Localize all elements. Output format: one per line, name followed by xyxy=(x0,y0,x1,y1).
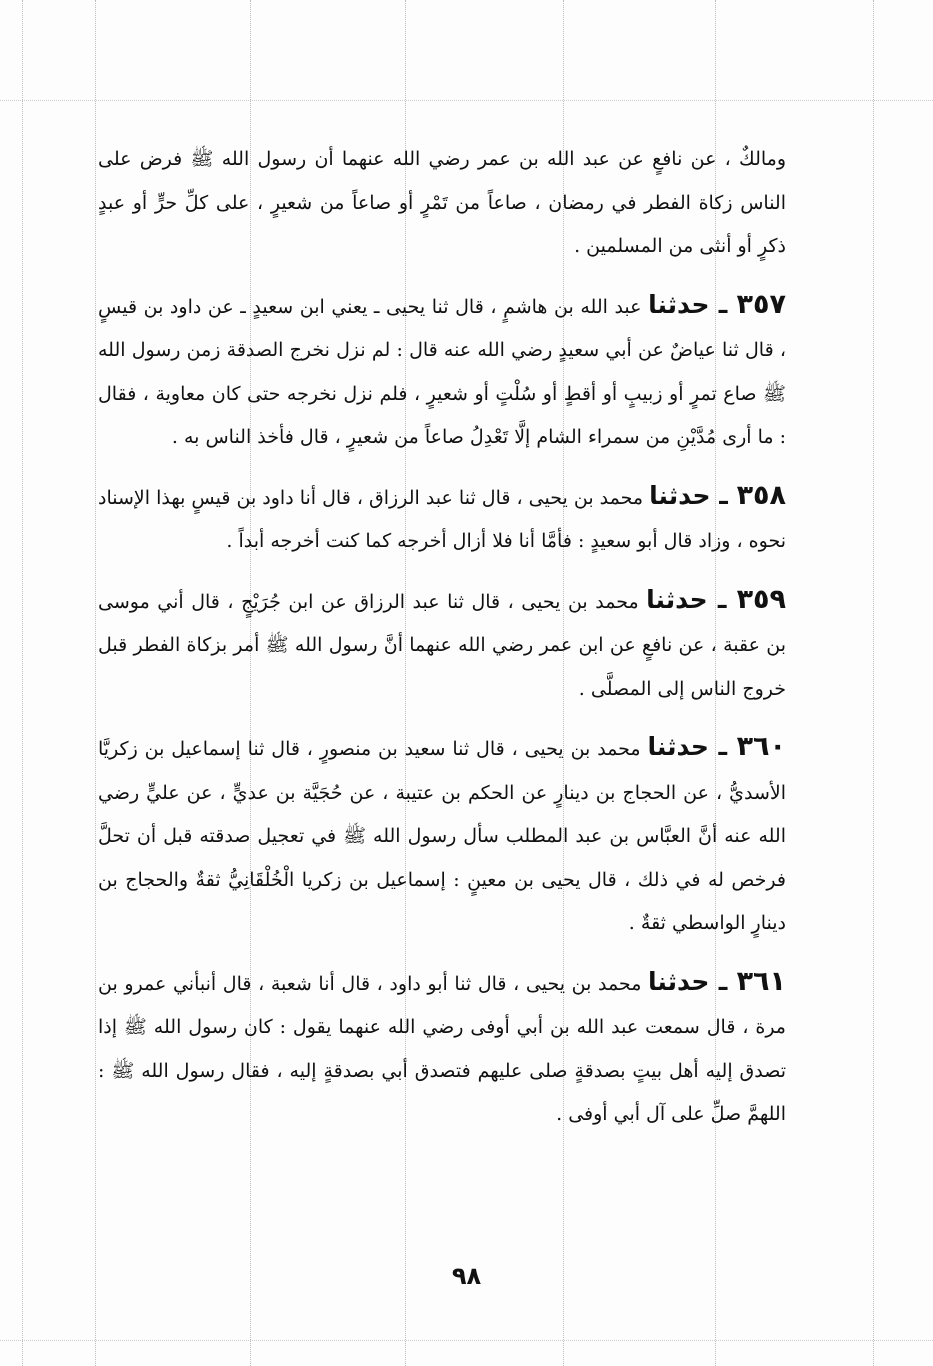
hadith-heading: حدثنا xyxy=(648,966,710,996)
scan-guide-line xyxy=(95,0,96,1366)
hadith-number: ٣٥٩ xyxy=(736,583,787,615)
page-number: ٩٨ xyxy=(451,1262,482,1290)
hadith-360: ٣٦٠ ـ حدثنا محمد بن يحيى ، قال ثنا سعيد بن منصورٍ ، قال ثنا إسماعيل بن زكريَّا الأسديُّ ، عن الحجاج بن دينارٍ عن الحكم بن عتيبة ، عن حُجَيَّة بن عديٍّ ، عن عليٍّ رضي الله عنه أنَّ العبَّاس بن عبد المطلب سأل رسول الله ﷺ في تعجيل صدقته قبل أن تحلَّ فرخص له في ذلك ، قال يحيى بن معينٍ : إسماعيل بن زكريا الْخُلْقَانِيُّ ثقةٌ والحجاج بن دينارٍ الواسطي ثقةٌ . xyxy=(98,731,787,934)
scan-guide-line xyxy=(0,1340,933,1341)
paragraph-text: ومالكٌ ، عن نافعٍ عن عبد الله بن عمر رضي الله عنهما أن رسول الله ﷺ فرض على الناس زكاة الفطر في رمضان ، صاعاً من تَمْرٍ أو صاعاً من شعيرٍ ، على كلِّ حرٍّ أو عبدٍ ذكرٍ أو أنثى من المسلمين . xyxy=(98,148,786,257)
paragraph-text: محمد بن يحيى ، قال ثنا سعيد بن منصورٍ ، قال ثنا إسماعيل بن زكريَّا الأسديُّ ، عن الحجاج بن دينارٍ عن الحكم بن عتيبة ، عن حُجَيَّة بن عديٍّ ، عن عليٍّ رضي الله عنه أنَّ العبَّاس بن عبد المطلب سأل رسول الله ﷺ في تعجيل صدقته قبل أن تحلَّ فرخص له في ذلك ، قال يحيى بن معينٍ : إسماعيل بن زكريا الْخُلْقَانِيُّ ثقةٌ والحجاج بن دينارٍ الواسطي ثقةٌ . xyxy=(98,738,786,934)
scan-guide-line xyxy=(22,0,23,1366)
paragraph-text: محمد بن يحيى ، قال ثنا عبد الرزاق عن ابن جُرَيْجٍ ، قال أني موسى بن عقبة ، عن نافعٍ عن ابن عمر رضي الله عنهما أنَّ رسول الله ﷺ أمر بزكاة الفطر قبل خروج الناس إلى المصلَّى . xyxy=(98,590,786,700)
paragraph-text: محمد بن يحيى ، قال ثنا عبد الرزاق ، قال أنا داود بن قيسٍ بهذا الإسناد نحوه ، وزاد قال أبو سعيدٍ : فأمَّا أنا فلا أزال أخرجه كما كنت أخرجه أبداً . xyxy=(98,486,786,552)
hadith-359: ٣٥٩ ـ حدثنا محمد بن يحيى ، قال ثنا عبد الرزاق عن ابن جُرَيْجٍ ، قال أني موسى بن عقبة ، عن نافعٍ عن ابن عمر رضي الله عنهما أنَّ رسول الله ﷺ أمر بزكاة الفطر قبل خروج الناس إلى المصلَّى . xyxy=(98,583,787,700)
hadith-361: ٣٦١ ـ حدثنا محمد بن يحيى ، قال ثنا أبو داود ، قال أنا شعبة ، قال أنبأني عمرو بن مرة ، قال سمعت عبد الله بن أبي أوفى رضي الله عنهما يقول : كان رسول الله ﷺ إذا تصدق إليه أهل بيتٍ بصدقةٍ صلى عليهم فتصدق أبي بصدقةٍ إليه ، فقال رسول الله ﷺ : اللهمَّ صلِّ على آل أبي أوفى . xyxy=(98,965,787,1125)
scan-guide-line xyxy=(0,100,933,101)
text-body xyxy=(98,138,786,1137)
hadith-number: ٣٥٨ xyxy=(736,479,787,511)
hadith-358: ٣٥٨ ـ حدثنا محمد بن يحيى ، قال ثنا عبد الرزاق ، قال أنا داود بن قيسٍ بهذا الإسناد نحوه ، وزاد قال أبو سعيدٍ : فأمَّا أنا فلا أزال أخرجه كما كنت أخرجه أبداً . xyxy=(98,479,787,552)
hadith-number: ٣٦٠ xyxy=(736,731,787,762)
paragraph-continued xyxy=(98,138,786,269)
hadith-heading: حدثنا xyxy=(646,584,708,614)
hadith-heading: حدثنا xyxy=(648,289,710,319)
scan-guide-line xyxy=(873,0,874,1366)
hadith-heading: حدثنا xyxy=(647,732,709,761)
hadith-heading: حدثنا xyxy=(649,480,711,510)
hadith-number: ٣٦١ xyxy=(736,965,787,997)
paragraph-text: عبد الله بن هاشمٍ ، قال ثنا يحيى ـ يعني ابن سعيدٍ ـ عن داود بن قيسٍ ، قال ثنا عياضٌ عن أبي سعيدٍ رضي الله عنه قال : لم نزل نخرج الصدقة زمن رسول الله ﷺ صاع تمرٍ أو زبيبٍ أو أقطٍ أو سُلْتٍ أو شعيرٍ ، فلم نزل نخرجه حتى كان معاوية ، فقال : ما أرى مُدَّيْنِ من سمراء الشام إلَّا تَعْدِلُ صاعاً من شعيرٍ ، قال فأخذ الناس به . xyxy=(98,295,786,448)
hadith-number: ٣٥٧ xyxy=(736,288,786,320)
paragraph-text: محمد بن يحيى ، قال ثنا أبو داود ، قال أنا شعبة ، قال أنبأني عمرو بن مرة ، قال سمعت عبد الله بن أبي أوفى رضي الله عنهما يقول : كان رسول الله ﷺ إذا تصدق إليه أهل بيتٍ بصدقةٍ صلى عليهم فتصدق أبي بصدقةٍ إليه ، فقال رسول الله ﷺ : اللهمَّ صلِّ على آل أبي أوفى . xyxy=(98,972,786,1125)
hadith-357: ٣٥٧ ـ حدثنا عبد الله بن هاشمٍ ، قال ثنا يحيى ـ يعني ابن سعيدٍ ـ عن داود بن قيسٍ ، قال ثنا عياضٌ عن أبي سعيدٍ رضي الله عنه قال : لم نزل نخرج الصدقة زمن رسول الله ﷺ صاع تمرٍ أو زبيبٍ أو أقطٍ أو سُلْتٍ أو شعيرٍ ، فلم نزل نخرجه حتى كان معاوية ، فقال : ما أرى مُدَّيْنِ من سمراء الشام إلَّا تَعْدِلُ صاعاً من شعيرٍ ، قال فأخذ الناس به . xyxy=(98,288,786,448)
